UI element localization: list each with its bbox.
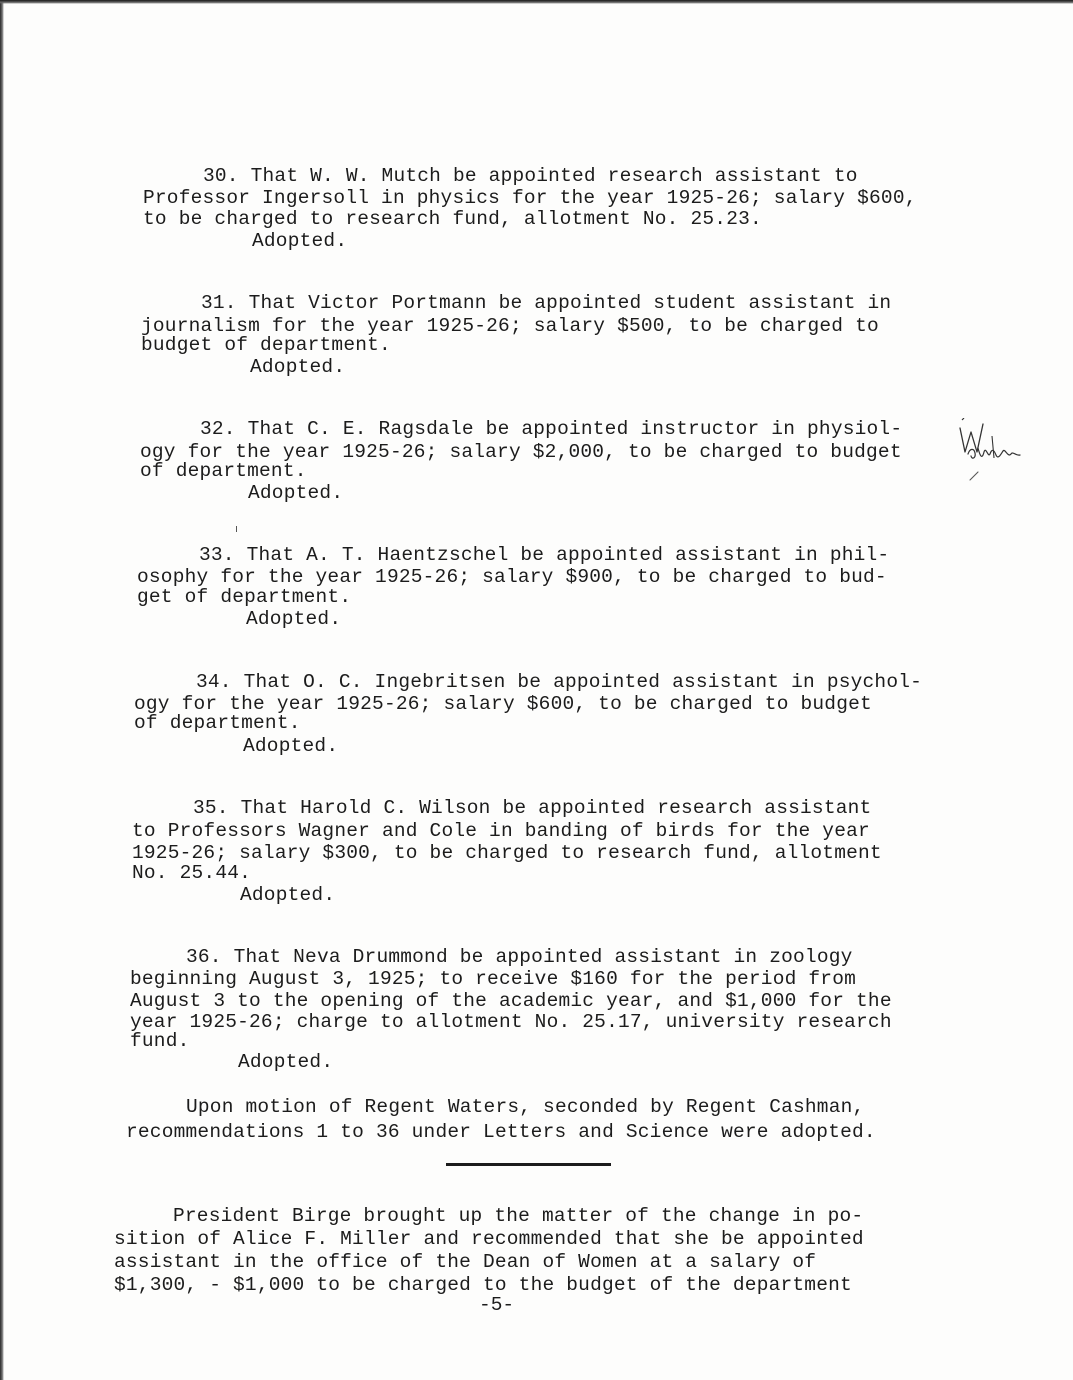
item-34-line-2: ogy for the year 1925-26; salary $600, to be charged to budget (134, 693, 872, 715)
item-32-line-3: of department. (140, 460, 307, 482)
item-33-line-2: osophy for the year 1925-26; salary $900, to be charged to bud- (137, 566, 887, 588)
item-31-line-1: 31. That Victor Portmann be appointed student assistant in (201, 292, 892, 314)
stray-mark (236, 526, 237, 532)
section-divider (446, 1163, 611, 1166)
item-30-adopted: Adopted. (252, 230, 348, 252)
item-32-adopted: Adopted. (248, 482, 344, 504)
motion-line-1: Upon motion of Regent Waters, seconded by Regent Cashman, (186, 1096, 865, 1118)
item-33-adopted: Adopted. (246, 608, 342, 630)
page-edge-top (0, 0, 1073, 4)
page-number: -5- (479, 1294, 515, 1316)
item-36-line-3: August 3 to the opening of the academic year, and $1,000 for the (130, 990, 892, 1012)
item-36-line-2: beginning August 3, 1925; to receive $160 for the period from (130, 968, 857, 990)
item-34-adopted: Adopted. (243, 735, 339, 757)
item-32-line-2: ogy for the year 1925-26; salary $2,000, to be charged to budget (140, 441, 902, 463)
motion-line-2: recommendations 1 to 36 under Letters and Science were adopted. (126, 1121, 876, 1143)
handwritten-margin-note (956, 418, 1036, 488)
item-35-line-3: 1925-26; salary $300, to be charged to research fund, allotment (132, 842, 882, 864)
page-edge-left (0, 0, 4, 1380)
item-30-line-2: Professor Ingersoll in physics for the year 1925-26; salary $600, (143, 187, 917, 209)
item-33-line-1: 33. That A. T. Haentzschel be appointed assistant in phil- (199, 544, 890, 566)
item-30-line-1: 30. That W. W. Mutch be appointed research assistant to (203, 165, 858, 187)
item-31-line-2: journalism for the year 1925-26; salary $500, to be charged to (141, 315, 879, 337)
birge-line-4: $1,300, - $1,000 to be charged to the budget of the department (114, 1274, 852, 1296)
item-36-adopted: Adopted. (238, 1051, 334, 1073)
item-36-line-1: 36. That Neva Drummond be appointed assistant in zoology (186, 946, 853, 968)
item-35-line-2: to Professors Wagner and Cole in banding of birds for the year (132, 820, 870, 842)
item-36-line-5: fund. (130, 1030, 190, 1052)
item-30-line-3: to be charged to research fund, allotment No. 25.23. (143, 208, 762, 230)
item-33-line-3: get of department. (137, 586, 352, 608)
item-35-line-4: No. 25.44. (132, 862, 252, 884)
item-35-line-1: 35. That Harold C. Wilson be appointed research assistant (193, 797, 872, 819)
item-31-adopted: Adopted. (250, 356, 346, 378)
item-34-line-3: of department. (134, 712, 301, 734)
item-36-line-4: year 1925-26; charge to allotment No. 25.17, university research (130, 1011, 892, 1033)
item-34-line-1: 34. That O. C. Ingebritsen be appointed assistant in psychol- (196, 671, 923, 693)
birge-line-3: assistant in the office of the Dean of Women at a salary of (114, 1251, 817, 1273)
item-32-line-1: 32. That C. E. Ragsdale be appointed instructor in physiol- (200, 418, 903, 440)
item-31-line-3: budget of department. (141, 334, 391, 356)
item-35-adopted: Adopted. (240, 884, 336, 906)
birge-line-1: President Birge brought up the matter of the change in po- (173, 1205, 864, 1227)
birge-line-2: sition of Alice F. Miller and recommended that she be appointed (114, 1228, 864, 1250)
